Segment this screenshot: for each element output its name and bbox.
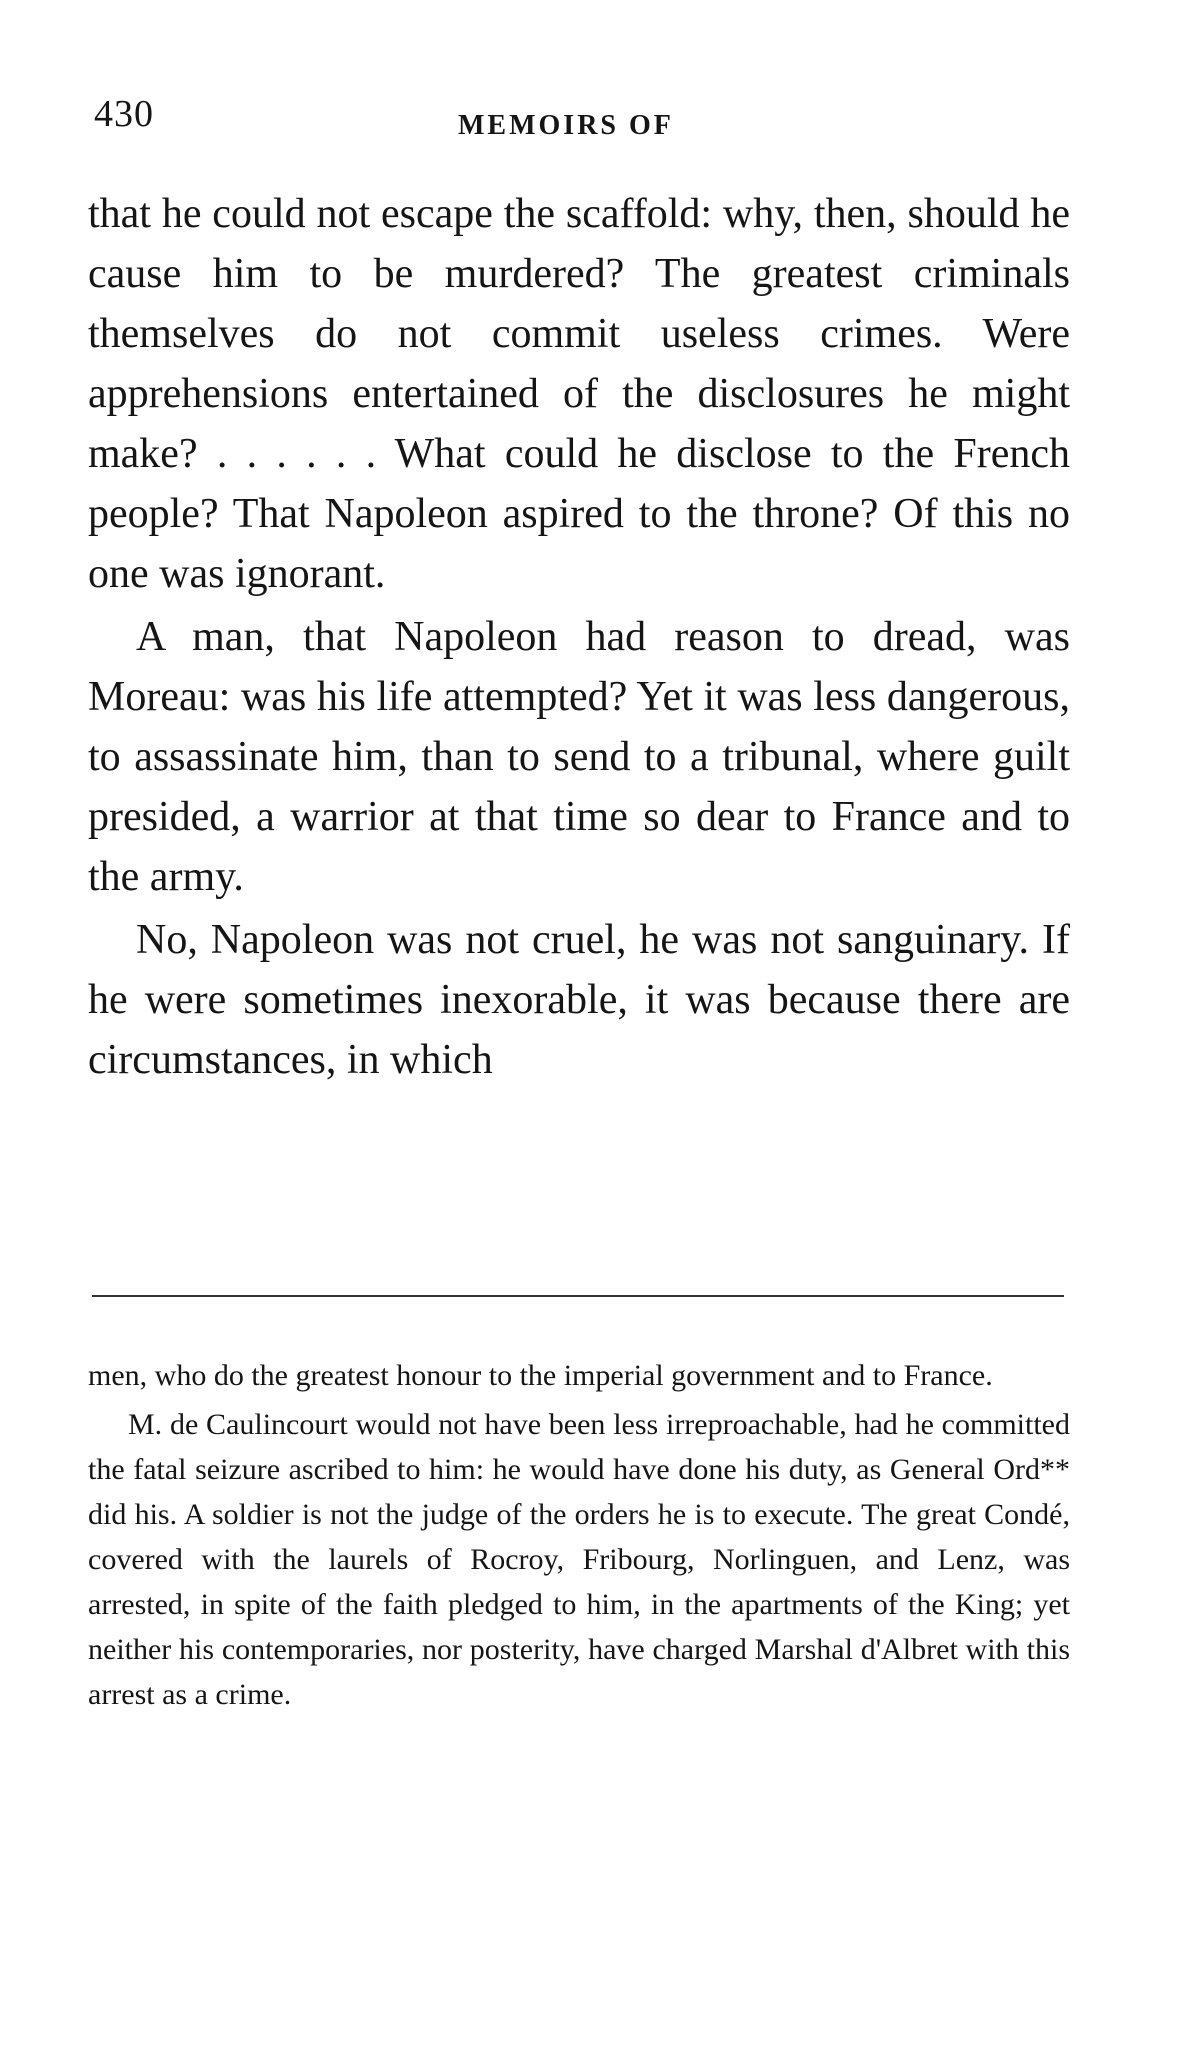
page-header: [88, 92, 1088, 152]
paragraph-napoleon-not-cruel: No, Napoleon was not cruel, he was not sanguinary. If he were sometimes inexorable, it was because there are circumstances, in which: [88, 917, 1070, 1083]
main-text: [88, 184, 1070, 1090]
paragraph-continued: that he could not escape the scaffold: why, then, should he cause him to be murdered? The greatest criminals themselves do not commit useless crimes. Were apprehensions entertained of the disclosures he might make? . . . . . . What could he disclose to the French people? That Napoleon aspired to the throne? Of this no one was ignorant.: [88, 191, 1070, 597]
page-number: 430: [94, 93, 154, 135]
footnote-continued: men, who do the greatest honour to the imperial government and to France.: [88, 1359, 993, 1392]
footnote-caulincourt: M. de Caulincourt would not have been less irreproachable, had he committed the fatal seizure ascribed to him: he would have done his duty, as General Ord** did his. A soldier is not the judge of the orders he is to execute. The great Condé, covered with the laurels of Rocroy, Fribourg, Norlinguen, and Lenz, was arrested, in spite of the faith pledged to him, in the apartments of the King; yet neither his contemporaries, nor posterity, have charged Marshal d'Albret with this arrest as a crime.: [88, 1408, 1070, 1711]
footnote-divider: [92, 1295, 1064, 1297]
running-head: MEMOIRS OF: [458, 110, 674, 141]
paragraph-moreau: A man, that Napoleon had reason to dread, was Moreau: was his life attempted? Yet it was less dangerous, to assassinate him, than to send to a tribunal, where guilt presided, a warrior at that time so dear to France and to the army.: [88, 614, 1070, 900]
footnote: [88, 1353, 1070, 1717]
